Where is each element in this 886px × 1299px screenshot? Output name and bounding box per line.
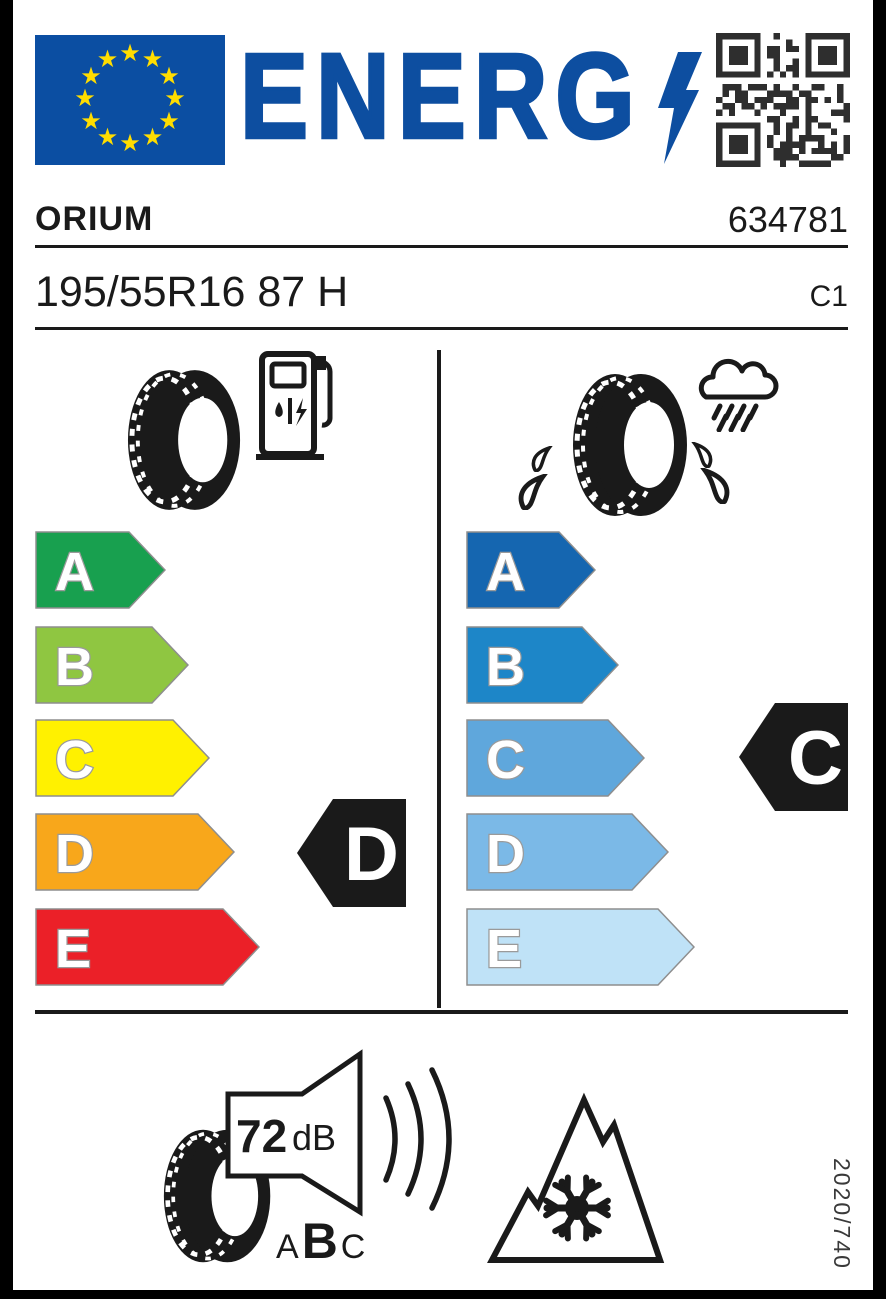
article-number: 634781 <box>727 199 848 240</box>
brand-name: ORIUM <box>35 200 154 238</box>
grade-letter: A <box>55 542 94 602</box>
eu-star-icon: ★ <box>119 40 141 67</box>
grade-letter: D <box>55 824 94 884</box>
noise-class-b: B <box>301 1213 338 1269</box>
eu-star-icon: ★ <box>80 62 102 90</box>
tire-class: C1 <box>809 280 848 313</box>
regulation-reference: 2020/740 <box>829 1158 855 1270</box>
column-divider <box>437 350 441 1008</box>
grade-letter: E <box>55 919 92 979</box>
rain-cloud-icon <box>684 352 782 432</box>
grade-letter: C <box>55 730 94 790</box>
splash-drop-icon <box>698 468 732 504</box>
noise-class-a: A <box>276 1228 299 1266</box>
grade-letter: B <box>486 637 525 697</box>
grade-letter: E <box>486 919 523 979</box>
splash-drop-icon <box>516 474 550 510</box>
fuel-rating-indicator <box>296 797 408 909</box>
wet-grip-rating-letter: C <box>788 716 843 801</box>
wet-grade-b <box>466 626 619 704</box>
grade-letter: B <box>55 637 94 697</box>
grade-letter: C <box>486 730 525 790</box>
eu-star-icon: ★ <box>158 62 180 90</box>
snow-mountain-icon <box>484 1092 668 1268</box>
divider-line <box>35 1010 848 1014</box>
eu-star-icon: ★ <box>119 130 141 157</box>
fuel-rating-letter: D <box>344 812 399 897</box>
label-border-bottom <box>0 1290 886 1299</box>
noise-class-scale <box>276 1213 366 1269</box>
wet-grip-rating-indicator <box>738 701 850 813</box>
divider-line <box>35 245 848 248</box>
eu-star-icon: ★ <box>158 107 180 135</box>
fuel-grade-b <box>35 626 189 704</box>
eu-star-icon: ★ <box>141 123 164 151</box>
sound-waves-icon <box>376 1058 472 1220</box>
fuel-grade-c <box>35 719 210 797</box>
splash-drop-icon <box>690 442 714 468</box>
energy-logo-text: ENERG <box>240 28 643 164</box>
eu-flag <box>35 35 225 165</box>
wet-grade-c <box>466 719 645 797</box>
noise-speaker-icon <box>224 1048 366 1218</box>
grade-letter: D <box>486 824 525 884</box>
fuel-pump-icon <box>252 346 340 464</box>
eu-star-icon: ★ <box>74 85 96 112</box>
eu-star-icon: ★ <box>80 107 102 135</box>
fuel-grade-e <box>35 908 260 986</box>
noise-value: 72 <box>236 1110 288 1162</box>
divider-line <box>35 327 848 330</box>
lightning-bolt-icon <box>644 52 702 164</box>
noise-class-c: C <box>340 1228 366 1266</box>
label-border-right <box>873 0 886 1299</box>
tire-icon <box>126 366 244 514</box>
fuel-grade-d <box>35 813 235 891</box>
qr-code <box>716 33 850 167</box>
eu-star-icon: ★ <box>96 123 119 151</box>
grade-letter: A <box>486 542 525 602</box>
splash-drop-icon <box>530 446 554 472</box>
eu-star-icon: ★ <box>141 46 164 74</box>
wet-grade-e <box>466 908 695 986</box>
fuel-grade-a <box>35 531 166 609</box>
tire-dimensions: 195/55R16 87 H <box>35 268 349 316</box>
wet-grade-a <box>466 531 596 609</box>
label-border-left <box>0 0 13 1299</box>
tire-icon <box>570 370 692 520</box>
wet-grade-d <box>466 813 669 891</box>
eu-star-icon: ★ <box>96 46 119 74</box>
noise-unit: dB <box>292 1117 337 1158</box>
eu-star-icon: ★ <box>164 85 186 112</box>
